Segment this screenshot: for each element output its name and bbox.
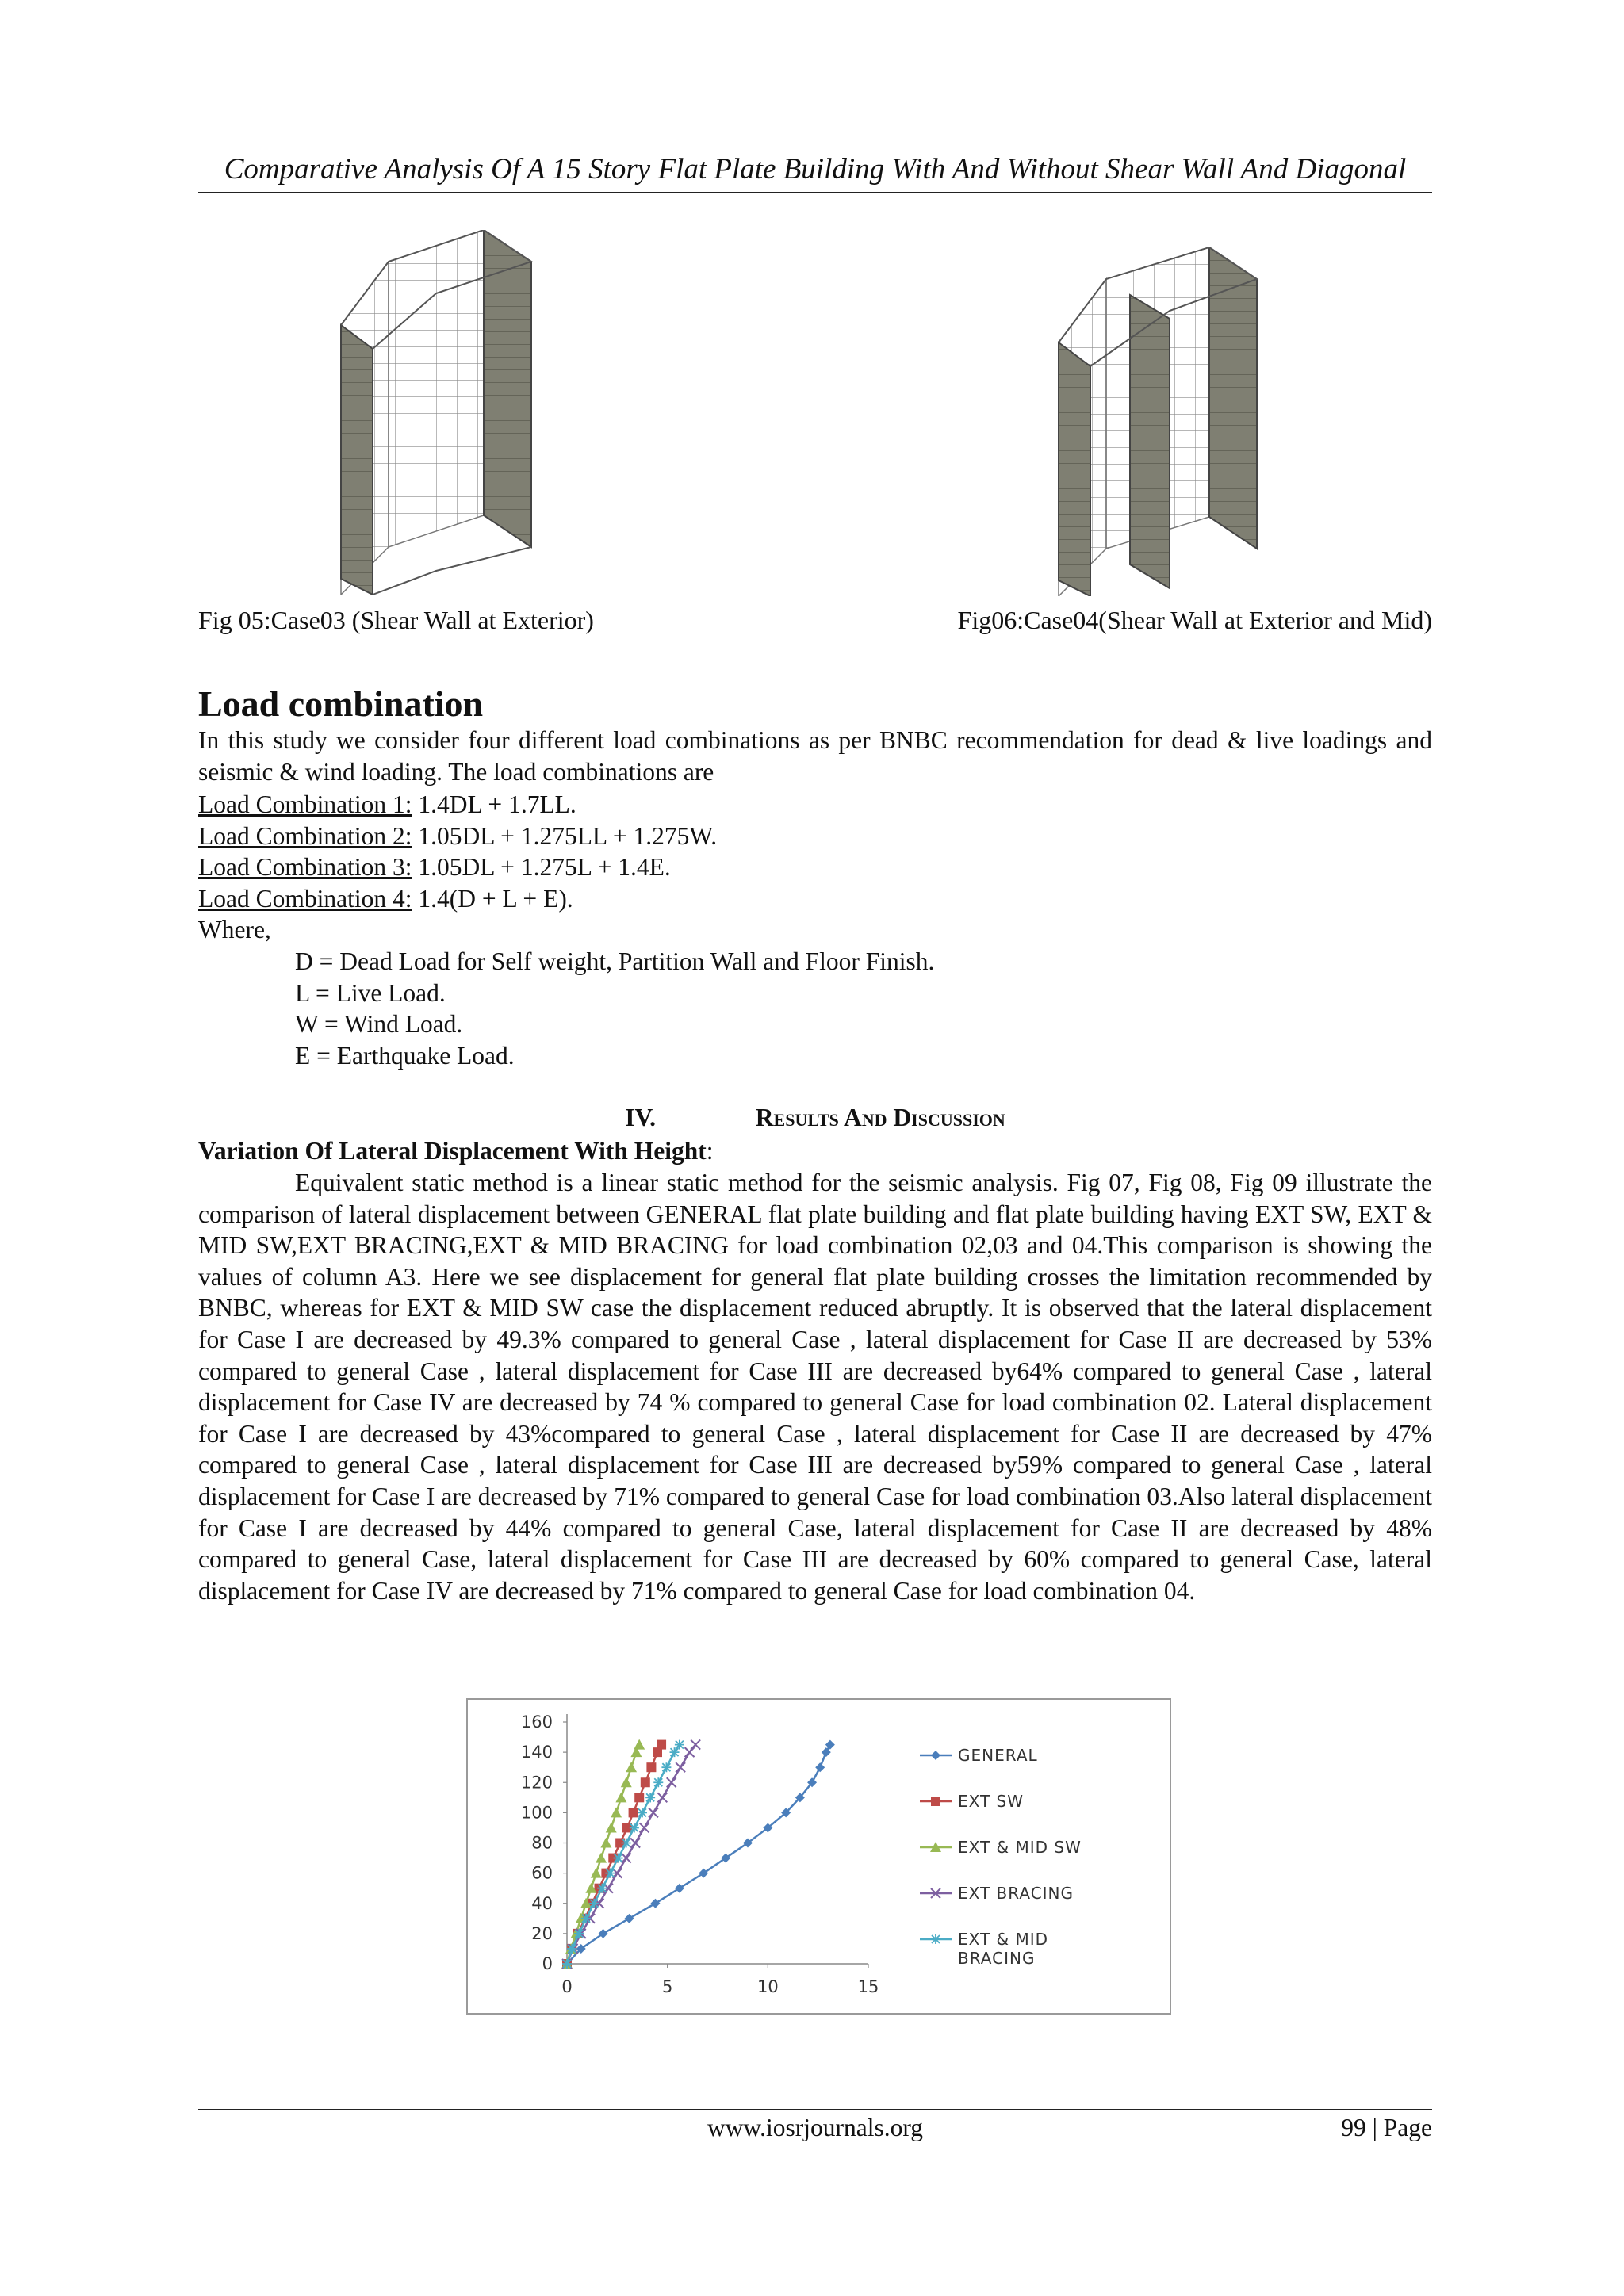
legend-marker-ext-sw — [931, 1797, 940, 1806]
fig06-caption: Fig06:Case04(Shear Wall at Exterior and Mid) — [957, 606, 1432, 634]
series-point-ext-bracing — [676, 1762, 685, 1772]
legend-label-ext-sw: EXT SW — [958, 1792, 1025, 1811]
series-point-general — [822, 1747, 831, 1757]
x-tick-label-10: 10 — [756, 1977, 779, 1996]
y-tick-label-20: 20 — [531, 1923, 553, 1943]
series-line-ext-bracing — [567, 1745, 695, 1964]
series-point-ext-bracing — [657, 1793, 667, 1802]
series-point-ext-mid-bracing — [589, 1899, 599, 1908]
legend-label-general: GENERAL — [958, 1746, 1038, 1765]
legend-label-ext-mid-bracing: EXT & MID — [958, 1930, 1049, 1949]
y-tick-label-40: 40 — [531, 1893, 553, 1913]
load-combination-3-label: Load Combination 3: — [198, 853, 412, 882]
series-point-ext-mid-bracing — [614, 1854, 623, 1863]
y-tick-label-80: 80 — [531, 1833, 553, 1853]
series-point-ext-mid-bracing — [670, 1747, 680, 1757]
results-paragraph: Equivalent static method is a linear static method for the seismic analysis. Fig 07, Fig 08, Fig 09 illustrate the comparison of lateral displacement between GENERAL flat plate building and flat plate building having EXT SW, EXT & MID SW,EXT BRACING,EXT & MID BRACING for load combination 02,03 and 04.This comparison is showing the values of column A3. Here we see displacement for general flat plate building crosses the limitation recommended by BNBC, whereas for EXT & MID SW case the displacement reduced abruptly. It is observed that the lateral displacement for Case I are decreased by 49.3% compared to general Case , lateral displacement for Case II are decreased by 53% compared to general Case , lateral displacement for Case III are decreased by64% compared to general Case , lateral displacement for Case IV are decreased by 74 % compared to general Case for load combination 02. Lateral displacement for Case I are decreased by 43%compared to general Case , lateral displacement for Case II are decreased by 47% compared to general Case , lateral displacement for Case III are decreased by59% compared to general Case , lateral displacement for Case I are decreased by 71% compared to general Case for load combination 03.Also lateral displacement for Case I are decreased by 44% compared to general Case, lateral displacement for Case II are decreased by 48% compared to general Case, lateral displacement for Case III are decreased by 60% compared to general Case, lateral displacement for Case IV are decreased by 71% compared to general Case for load combination 04. — [198, 1169, 1432, 1605]
series-point-ext-mid-sw — [621, 1777, 632, 1787]
series-point-ext-mid-bracing — [597, 1884, 607, 1893]
y-tick-label-100: 100 — [520, 1803, 553, 1823]
load-combination-3-formula: 1.05DL + 1.275L + 1.4E. — [412, 853, 671, 882]
legend-label-ext-mid-bracing-2: BRACING — [958, 1949, 1036, 1968]
y-tick-label-120: 120 — [520, 1773, 553, 1793]
definition-dead-load: D = Dead Load for Self weight, Partition Wall and Floor Finish. — [295, 947, 935, 975]
series-point-ext-mid-bracing — [605, 1869, 615, 1878]
load-combination-1-label: Load Combination 1: — [198, 790, 412, 818]
section-heading-results — [198, 1102, 1432, 1134]
load-combination-1 — [198, 789, 576, 821]
load-combination-2 — [198, 821, 717, 852]
load-combination-2-label: Load Combination 2: — [198, 821, 412, 850]
series-point-ext-sw — [634, 1793, 644, 1802]
series-point-general — [815, 1762, 825, 1772]
series-point-ext-bracing — [649, 1808, 658, 1817]
definition-live-load: L = Live Load. — [295, 978, 446, 1007]
series-point-ext-bracing — [691, 1740, 700, 1750]
series-point-ext-mid-bracing — [638, 1808, 647, 1817]
series-point-ext-mid-sw — [611, 1807, 622, 1817]
running-header: Comparative Analysis Of A 15 Story Flat Plate Building With And Without Shear Wall And Diagonal — [224, 153, 1407, 186]
footer-rule — [198, 2109, 1432, 2110]
fig05-caption: Fig 05:Case03 (Shear Wall at Exterior) — [198, 606, 594, 634]
x-tick-label-15: 15 — [857, 1977, 879, 1996]
series-point-ext-mid-bracing — [675, 1740, 684, 1750]
series-point-ext-mid-bracing — [645, 1793, 655, 1802]
section-title: Results And Discussion — [755, 1104, 1005, 1131]
load-intro-paragraph: In this study we consider four different load combinations as per BNBC recommendation for dead & live loadings and seismic & wind loading. The load combinations are — [198, 726, 1432, 786]
section-heading-load-combination: Load combination — [198, 683, 484, 724]
fig05-image — [333, 230, 539, 595]
legend-label-ext-bracing: EXT BRACING — [958, 1884, 1074, 1903]
chart-svg — [468, 1700, 1170, 2013]
y-tick-label-140: 140 — [520, 1743, 553, 1762]
x-tick-label-0: 0 — [561, 1977, 573, 1996]
series-point-ext-mid-sw — [626, 1762, 637, 1772]
x-tick-label-5: 5 — [661, 1977, 673, 1996]
series-point-ext-mid-bracing — [653, 1777, 663, 1787]
load-combination-4-formula: 1.4(D + L + E). — [412, 884, 573, 913]
series-point-ext-bracing — [640, 1823, 649, 1832]
subheading-lateral-displacement: Variation Of Lateral Displacement With Height: — [198, 1137, 714, 1165]
series-point-ext-mid-sw — [591, 1868, 602, 1878]
load-combination-2-formula: 1.05DL + 1.275LL + 1.275W. — [412, 821, 718, 850]
series-point-ext-mid-sw — [600, 1838, 611, 1848]
series-line-general — [567, 1745, 830, 1964]
series-point-ext-mid-bracing — [567, 1944, 576, 1954]
where-label: Where, — [198, 916, 271, 944]
legend-label-ext-mid-sw: EXT & MID SW — [958, 1838, 1082, 1857]
series-point-ext-mid-bracing — [562, 1959, 572, 1969]
footer-url: www.iosrjournals.org — [707, 2114, 924, 2141]
series-point-ext-mid-bracing — [574, 1929, 584, 1938]
legend-marker-general — [931, 1751, 940, 1760]
series-point-general — [825, 1740, 835, 1750]
definition-earthquake-load: E = Earthquake Load. — [295, 1041, 515, 1070]
load-combination-4 — [198, 883, 573, 915]
series-point-ext-mid-bracing — [630, 1823, 639, 1832]
series-point-ext-mid-sw — [615, 1792, 626, 1802]
series-point-ext-sw — [641, 1777, 650, 1787]
y-tick-label-0: 0 — [542, 1954, 553, 1973]
series-point-ext-mid-bracing — [622, 1839, 631, 1848]
section-number: IV. — [625, 1104, 657, 1131]
series-point-general — [625, 1914, 634, 1923]
lateral-displacement-chart — [466, 1698, 1171, 2015]
series-point-ext-sw — [646, 1762, 656, 1772]
definition-wind-load: W = Wind Load. — [295, 1010, 463, 1039]
series-point-ext-mid-sw — [634, 1739, 645, 1750]
series-point-ext-bracing — [667, 1777, 676, 1787]
subheading-text: Variation Of Lateral Displacement With Height — [198, 1137, 707, 1165]
series-point-ext-mid-sw — [606, 1822, 617, 1832]
load-combination-3 — [198, 851, 671, 883]
header-rule — [198, 192, 1432, 193]
series-point-ext-sw — [657, 1740, 666, 1750]
series-point-ext-mid-bracing — [581, 1914, 591, 1923]
load-combination-4-label: Load Combination 4: — [198, 884, 412, 913]
series-point-ext-sw — [629, 1808, 638, 1817]
load-combination-1-formula: 1.4DL + 1.7LL. — [412, 790, 576, 818]
series-point-ext-bracing — [630, 1839, 640, 1848]
y-tick-label-60: 60 — [531, 1863, 553, 1883]
series-point-general — [675, 1884, 684, 1893]
legend-marker-ext-mid-bracing — [931, 1934, 940, 1944]
fig06-image — [1051, 247, 1265, 596]
series-point-general — [650, 1899, 660, 1908]
footer-page-number: 99 | Page — [1341, 2114, 1432, 2141]
series-point-ext-mid-sw — [596, 1853, 607, 1863]
series-point-ext-bracing — [685, 1747, 695, 1757]
y-tick-label-160: 160 — [520, 1712, 553, 1732]
series-point-ext-mid-bracing — [661, 1762, 671, 1772]
